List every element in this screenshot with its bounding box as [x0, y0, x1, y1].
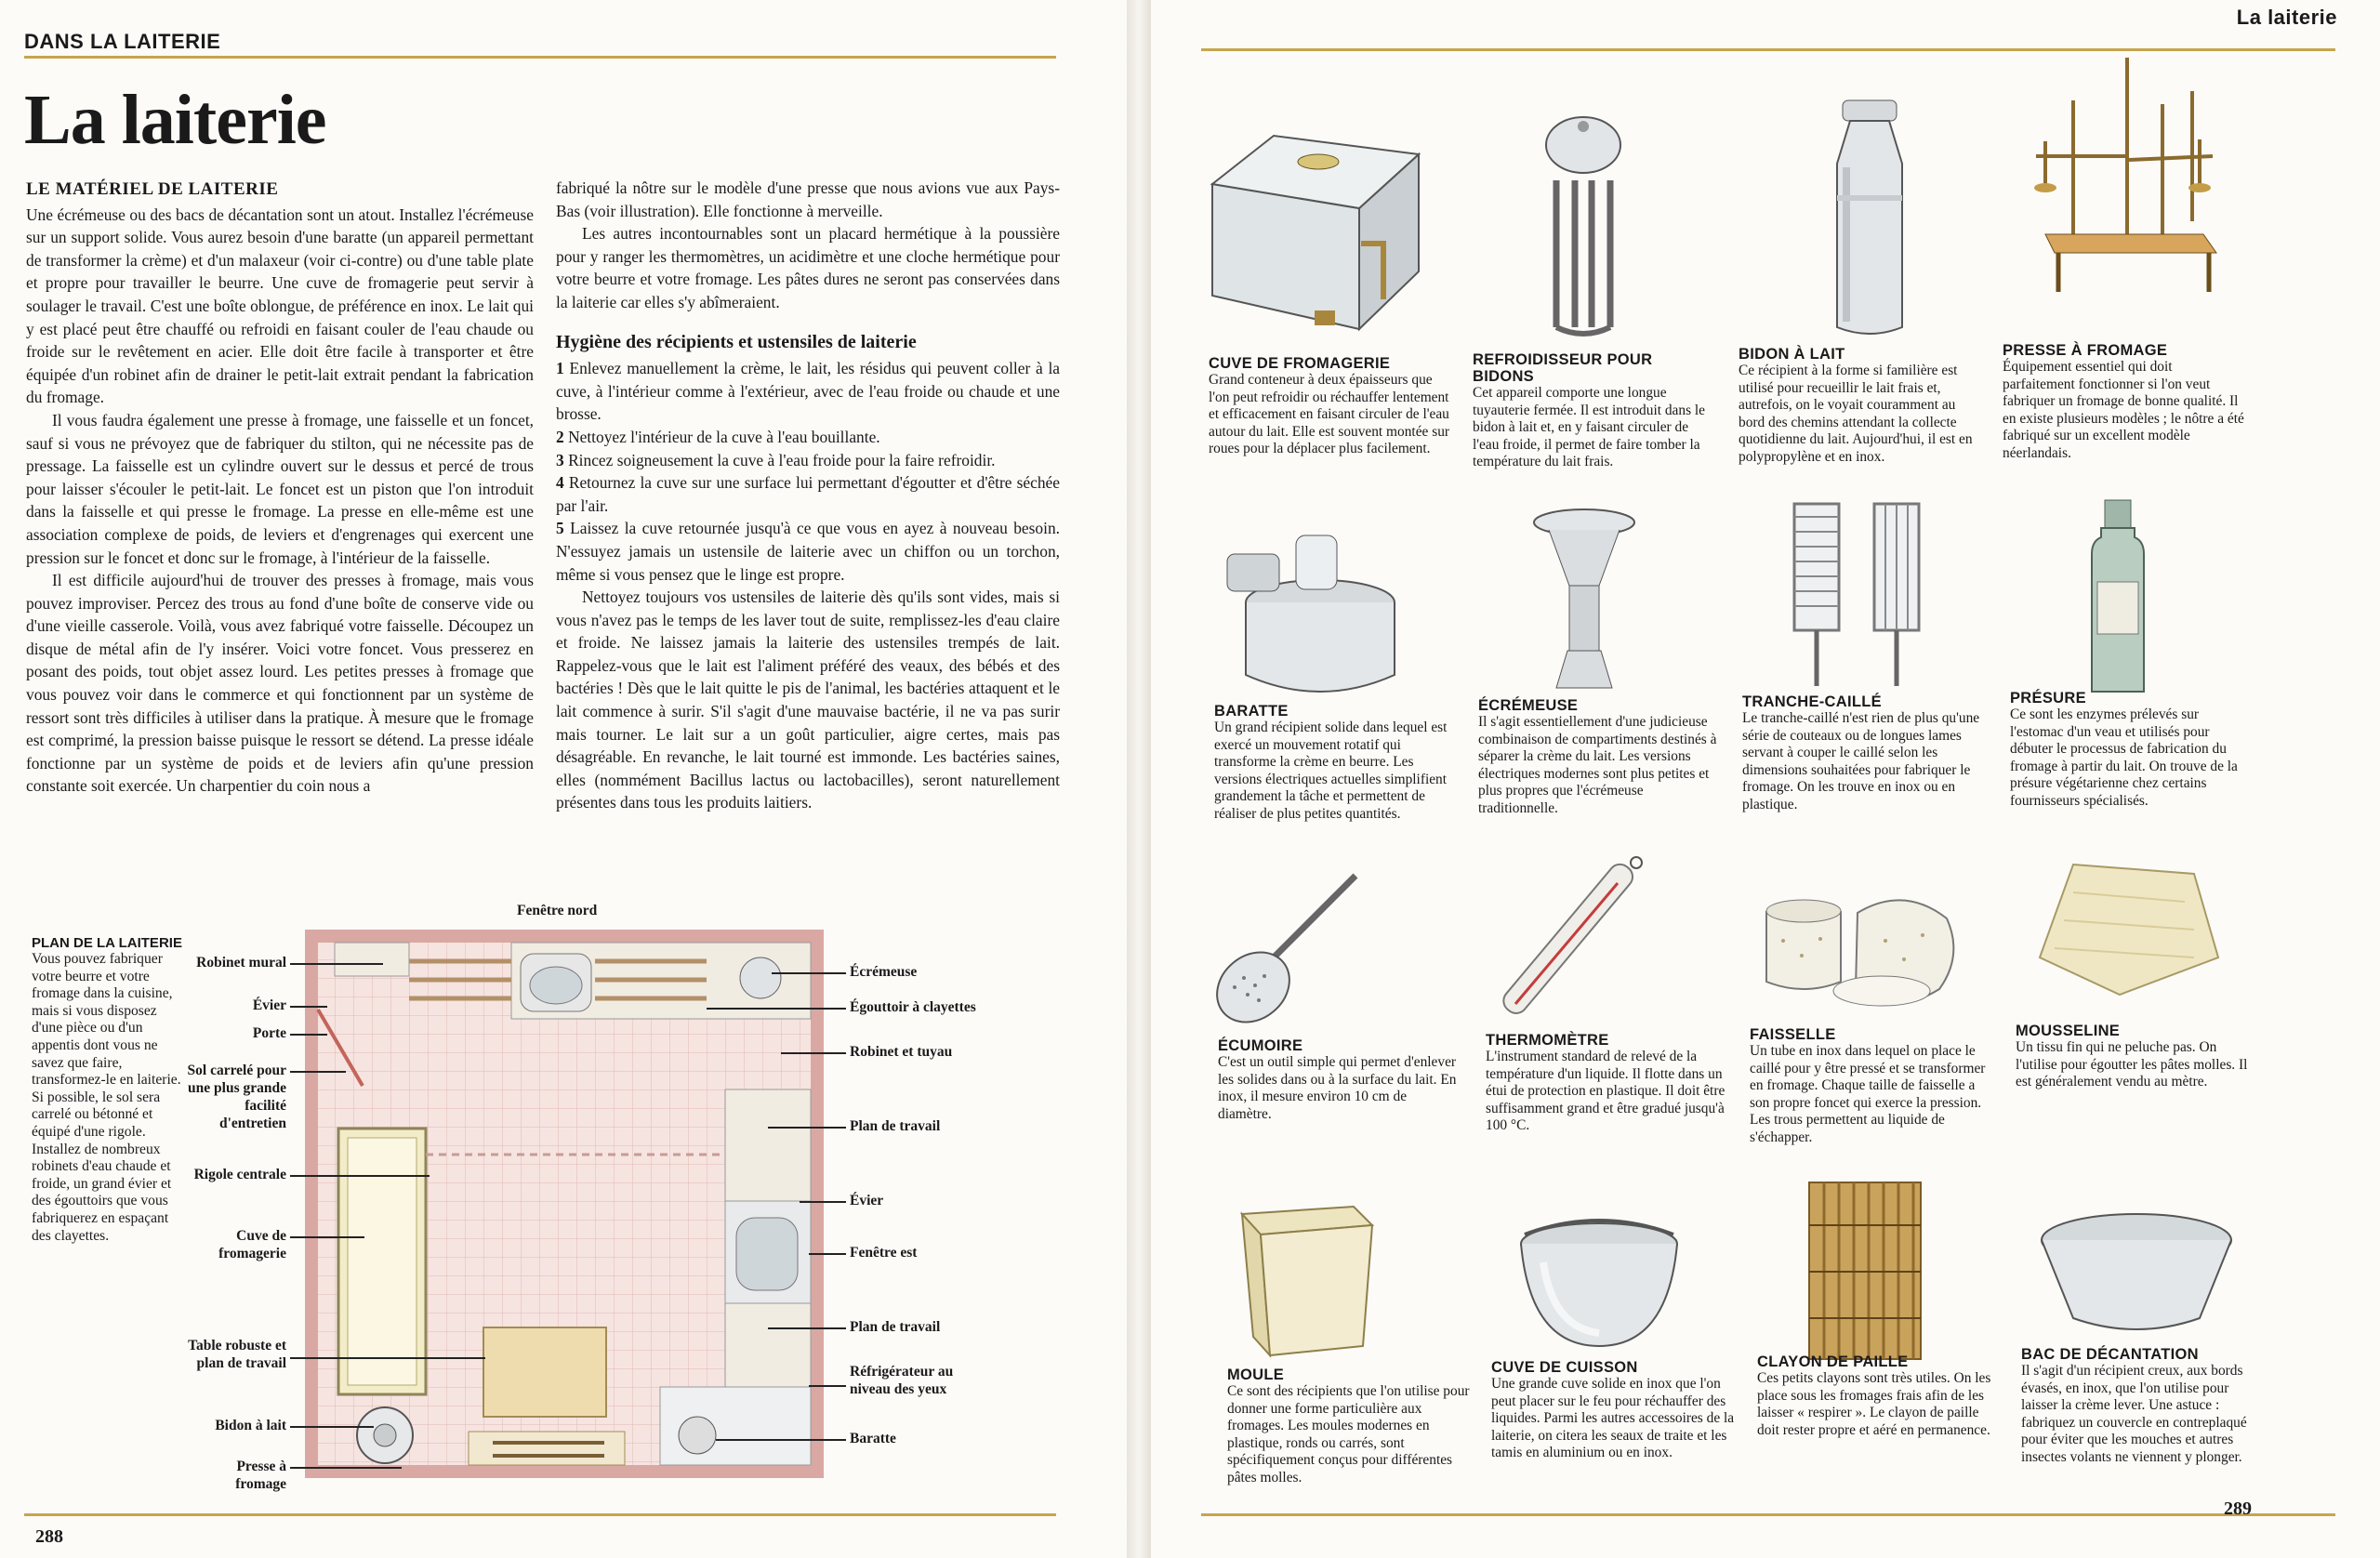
leader-line	[290, 1467, 402, 1469]
equipment-item: ÉCUMOIRE C'est un outil simple qui permet d'enlever les solides dans ou à la surface du lait. En inox, il mesure environ 10 cm de diamètre.	[1218, 1037, 1457, 1122]
paragraph: fabriqué la nôtre sur le modèle d'une presse que nous avions vue aux Pays-Bas (voir illustration). Elle fonctionne à merveille.	[556, 178, 1060, 220]
dairy-floor-plan	[298, 922, 837, 1485]
skimmer-illustration	[1207, 866, 1374, 1034]
equipment-item: REFROIDISSEUR POUR BIDONS Cet appareil comporte une longue tuyauterie fermée. Il est introduit dans le bidon à lait et, en y faisant circuler de l'eau froide, il permet de faire tomber la température du lait frais.	[1473, 351, 1706, 470]
plan-label-top: Fenêtre nord	[517, 903, 598, 918]
leader-line	[768, 1127, 846, 1129]
curd-knife-illustration	[1785, 496, 1934, 692]
straw-mat-illustration	[1805, 1179, 1924, 1363]
leader-line	[716, 1439, 846, 1441]
leader-line	[290, 1236, 364, 1238]
plan-label-right: Plan de travail	[850, 1118, 941, 1134]
plan-text: Vous pouvez fabriquer votre beurre et votre fromage dans la cuisine, mais si vous disposez d'une pièce ou d'un appentis dont vous ne savez que faire, transformez-le en laiterie. Si possible, le sol sera carrelé ou bétonné et équipé d'une rigole. Installez de nombreux robinets d'eau chaude et froide, un grand évier et des égouttoirs que vous fabriquerez en espaçant des clayettes.	[32, 951, 181, 1244]
leader-line	[768, 1327, 846, 1329]
page-number-right: 289	[2224, 1499, 2252, 1519]
equipment-item: BIDON À LAIT Ce récipient à la forme si familière est utilisé pour recueillir le lait frais et, autrefois, on le voyait couramment au bord des chemins attendant la collecte quotidienne du lait. Aujourd'hui, il est en polypropylène et en inox.	[1739, 346, 1973, 465]
hygiene-step: 3 Rincez soigneusement la cuve à l'eau froide pour la faire refroidir.	[556, 450, 996, 469]
plan-label-left: Bidon à lait	[215, 1418, 286, 1433]
leader-line	[290, 1357, 485, 1359]
hygiene-step: 2 Nettoyez l'intérieur de la cuve à l'eau bouillante.	[556, 427, 880, 446]
leader-line	[781, 1052, 846, 1054]
equipment-item: CLAYON DE PAILLE Ces petits clayons sont très utiles. On les place sous les fromages frais afin de les laisser « respirer ». Le clayon de paille doit rester propre et aéré en permanence.	[1757, 1353, 1991, 1438]
plan-label-left: Rigole centrale	[193, 1167, 286, 1182]
text-column-1	[26, 178, 534, 798]
plan-title: PLAN DE LA LAITERIE	[32, 935, 182, 951]
leader-line	[809, 1253, 846, 1255]
paragraph: Il est difficile aujourd'hui de trouver des presses à fromage, mais vous pouvez improviser. Percez des trous au fond d'une boîte de conserve vide ou d'une vieille casserole. Voilà, vous avez fabriqué votre faisselle. Découpez un disque de métal afin de l'y insérer. Voici votre foncet. Vous presserez en posant des poids, tout objet assez lourd. Les petites presses à fromage que vous pouvez voir dans le commerce et qui fonctionnent par un système de ressort sont très difficiles à utiliser dans la pratique. À mesure que le fromage est comprimé, la pression baisse puisque le ressort se détend. La presse idéale fonctionne par un système de poids et de leviers afin qu'une pression constante soit exercée. Un charpentier du coin nous a	[26, 571, 534, 796]
page-number-left: 288	[35, 1526, 63, 1547]
cheese-vat-illustration	[1203, 80, 1426, 340]
cheese-press-illustration	[2017, 48, 2226, 296]
plan-label-right: Évier	[850, 1193, 884, 1208]
leader-line	[800, 1201, 846, 1203]
running-head-left: DANS LA LAITERIE	[24, 30, 221, 53]
plan-label-left: Robinet mural	[196, 955, 286, 970]
hygiene-step: 1 Enlevez manuellement la crème, le lait, les résidus qui peuvent coller à la cuve, à l'intérieur comme à l'extérieur, avec de l'eau froide ou chaude et une brosse.	[556, 359, 1060, 424]
equipment-item: MOULE Ce sont des récipients que l'on utilise pour donner une forme particulière aux fromages. Les moules modernes en plastique, ronds ou carrés, sont spécifiquement conçus pour différentes pâtes molles.	[1227, 1367, 1470, 1485]
footer-rule-left	[24, 1513, 1056, 1516]
equipment-item: CUVE DE CUISSON Une grande cuve solide en inox que l'on peut placer sur le feu pour réchauffer des liquides. Parmi les autres accessoires de la laiterie, on citera les seaux de traite et les tamis en aluminium ou en inox.	[1491, 1359, 1735, 1461]
equipment-item: THERMOMÈTRE L'instrument standard de relevé de la température d'un liquide. Il flotte dans un étui de protection en plastique. Il doit être suffisamment grand et être gradué jusqu'à 100 °C.	[1486, 1032, 1726, 1134]
paragraph: Il vous faudra également une presse à fromage, une faisselle et un foncet, sauf si vous ne prévoyez que de fabriquer du stilton, qui ne nécessite pas de pressage. La faisselle est un cylindre ouvert sur le dessus et percé de trous pour laisser s'écouler le petit-lait. Le foncet est un piston que l'on introduit dans la faisselle et qui presse le fromage. La presse en elle-même est une association complexe de poids, de leviers et d'engrenages qui exercent une pression sur le foncet et donc sur le fromage, à l'intérieur de la faisselle.	[26, 410, 534, 567]
leader-line	[290, 1175, 430, 1177]
page-title: La laiterie	[24, 81, 326, 159]
footer-rule-right	[1201, 1513, 2335, 1516]
equipment-item: FAISSELLE Un tube en inox dans lequel on place le caillé pour y être pressé et se transformer en fromage. Chaque taille de faisselle a son propre foncet qui exerce la pression. Les trous permettent au liquide de s'échapper.	[1750, 1026, 1986, 1145]
cooler-illustration	[1532, 108, 1634, 340]
thermometer-illustration	[1478, 855, 1655, 1032]
book-gutter	[1127, 0, 1151, 1558]
rennet-bottle-illustration	[2088, 496, 2148, 701]
plan-label-right: Égouttoir à clayettes	[850, 999, 976, 1015]
hygiene-step: 4 Retournez la cuve sur une surface lui permettant d'égoutter et d'être séchée par l'air.	[556, 473, 1060, 515]
paragraph: Nettoyez toujours vos ustensiles de laiterie dès qu'ils sont vides, mais si vous n'avez pas le temps de les laver tout de suite, remplissez-les d'eau claire et froide. Ne laissez jamais la laiterie des ustensiles trempés de lait. Rappelez-vous que le lait est l'aliment préféré des veaux, des bébés et des bactéries ! Dès que le lait quitte le pis de l'animal, les bactéries attaquent et le lait commence à surir. S'il s'agit d'une mauvaise bactérie, il ne va pas surir mais tourner. Le lait sur a un goût particulier, aigre certes, mais pas désagréable. En revanche, le lait tourné est immonde. Les bactéries saines, elles (nommément Bacillus lactus ou lactobacilles), seront naturellement présentes dans tous les produits laitiers.	[556, 588, 1060, 812]
mould-illustration	[1233, 1188, 1391, 1365]
cooking-pot-illustration	[1506, 1197, 1692, 1355]
equipment-item: PRESSE À FROMAGE Équipement essentiel qui doit parfaitement fonctionner si l'on veut fabriquer un fromage de bonne qualité. Il en existe plusieurs modèles ; le nôtre a été fabriqué sur un excellent modèle néerlandais.	[2003, 342, 2244, 461]
plan-label-left: Cuve de fromagerie	[218, 1228, 286, 1261]
plan-label-right: Fenêtre est	[850, 1245, 918, 1261]
section-title: LE MATÉRIEL DE LAITERIE	[26, 179, 279, 199]
plan-label-left: Presse à fromage	[235, 1459, 286, 1492]
milk-can-illustration	[1809, 93, 1930, 344]
equipment-item: CUVE DE FROMAGERIE Grand conteneur à deux épaisseurs que l'on peut refroidir ou réchauffer lentement et efficacement en faisant circuler de l'eau autour du lait. Elle est souvent montée sur roues pour la déplacer plus facilement.	[1209, 355, 1450, 457]
left-page	[0, 0, 1127, 1558]
plan-label-left: Évier	[252, 997, 286, 1013]
leader-line	[290, 963, 383, 965]
equipment-item: TRANCHE-CAILLÉ Le tranche-caillé n'est rien de plus qu'une série de couteaux ou de longues lames servant à couper le caillé selon les dimensions souhaitées pour fabriquer le fromage. On les trouve en inox ou en plastique.	[1742, 693, 1980, 812]
plan-label-right: Réfrigérateur au niveau des yeux	[850, 1364, 954, 1397]
paragraph: Une écrémeuse ou des bacs de décantation sont un atout. Installez l'écrémeuse sur un support solide. Vous aurez besoin d'une baratte (un appareil permettant de transformer la crème) et d'un malaxeur (voir ci-contre) ou d'une table plate et propre pour travailler le beurre. Une cuve de fromagerie peut servir à soulager le travail. C'est une boîte oblongue, de préférence en inox. Le lait qui y est placé peut être chauffé ou refroidi en faisant couler de l'eau chaude ou froide sur le revêtement en acier. Elle doit être facile à transporter et être équipée d'un robinet afin de drainer le petit-lait extrait pendant la fabrication du fromage.	[26, 205, 534, 407]
paragraph: Les autres incontournables sont un placard hermétique à la poussière pour y ranger les thermomètres, un acidimètre et une cloche hermétique pour votre beurre et votre fromage. Les pâtes dures ne seront pas conservées dans la laiterie car elles s'y abîmeraient.	[556, 224, 1060, 311]
settling-pan-illustration	[2036, 1208, 2237, 1339]
hygiene-list	[556, 357, 1060, 586]
hygiene-step: 5 Laissez la cuve retournée jusqu'à ce que vous en ayez à nouveau besoin. N'essuyez jamais un ustensile de laiterie avec un chiffon ou un torchon, même si vous pensez que le linge est propre.	[556, 519, 1060, 584]
leader-line	[290, 1034, 327, 1036]
plan-label-right: Robinet et tuyau	[850, 1044, 953, 1060]
equipment-item: BARATTE Un grand récipient solide dans lequel est exercé un mouvement rotatif qui transforme la crème en beurre. Les versions électriques actuelles simplifient grandement la tâche et permettent de réaliser de plus petites quantités.	[1214, 703, 1448, 822]
plan-label-left: Table robuste et plan de travail	[188, 1338, 286, 1371]
plan-label-left: Sol carrelé pour une plus grande facilité d'entretien	[187, 1063, 286, 1131]
equipment-item: BAC DE DÉCANTATION Il s'agit d'un récipient creux, aux bords évasés, en inox, que l'on utilise pour laisser la crème lever. Une astuce : fabriquez un couvercle en contreplaqué pour éviter que les mouches et autres insectes volants ne viennent y plonger.	[2021, 1346, 2247, 1465]
header-rule-left	[24, 56, 1056, 59]
plan-label-right: Plan de travail	[850, 1319, 941, 1335]
leader-line	[290, 1006, 327, 1008]
equipment-item: ÉCRÉMEUSE Il s'agit essentiellement d'une judicieuse combinaison de compartiments destinés à séparer la crème du lait. Les versions électriques modernes sont plus petites et plus propres que l'écrémeuse traditionnelle.	[1478, 697, 1717, 816]
plan-label-left: Porte	[252, 1025, 286, 1041]
right-page	[1151, 0, 2380, 1558]
leader-line	[290, 1071, 346, 1073]
equipment-item: MOUSSELINE Un tissu fin qui ne peluche pas. On l'utilise pour égoutter les pâtes molles. Il est généralement vendu au mètre.	[2016, 1023, 2248, 1090]
leader-line	[772, 972, 846, 974]
cream-separator-illustration	[1528, 502, 1640, 693]
muslin-illustration	[2036, 855, 2222, 1004]
text-column-2	[556, 177, 1060, 814]
plan-caption	[32, 935, 190, 1245]
running-head-right: La laiterie	[2236, 6, 2337, 29]
equipment-item: PRÉSURE Ce sont les enzymes prélevés sur l'estomac d'un veau et utilisés pour débuter le processus de fabrication du fromage à partir du lait. On trouve de la présure végétarienne chez certains fournisseurs spécialisés.	[2010, 690, 2238, 809]
leader-line	[809, 1385, 846, 1387]
leader-line	[290, 1426, 374, 1428]
plan-label-right: Baratte	[850, 1431, 896, 1446]
plan-label-right: Écrémeuse	[850, 964, 918, 980]
leader-line	[707, 1008, 846, 1010]
cheese-mould-illustration	[1755, 885, 1964, 1024]
hygiene-title: Hygiène des récipients et ustensiles de laiterie	[556, 331, 917, 352]
butter-churn-illustration	[1209, 517, 1413, 703]
